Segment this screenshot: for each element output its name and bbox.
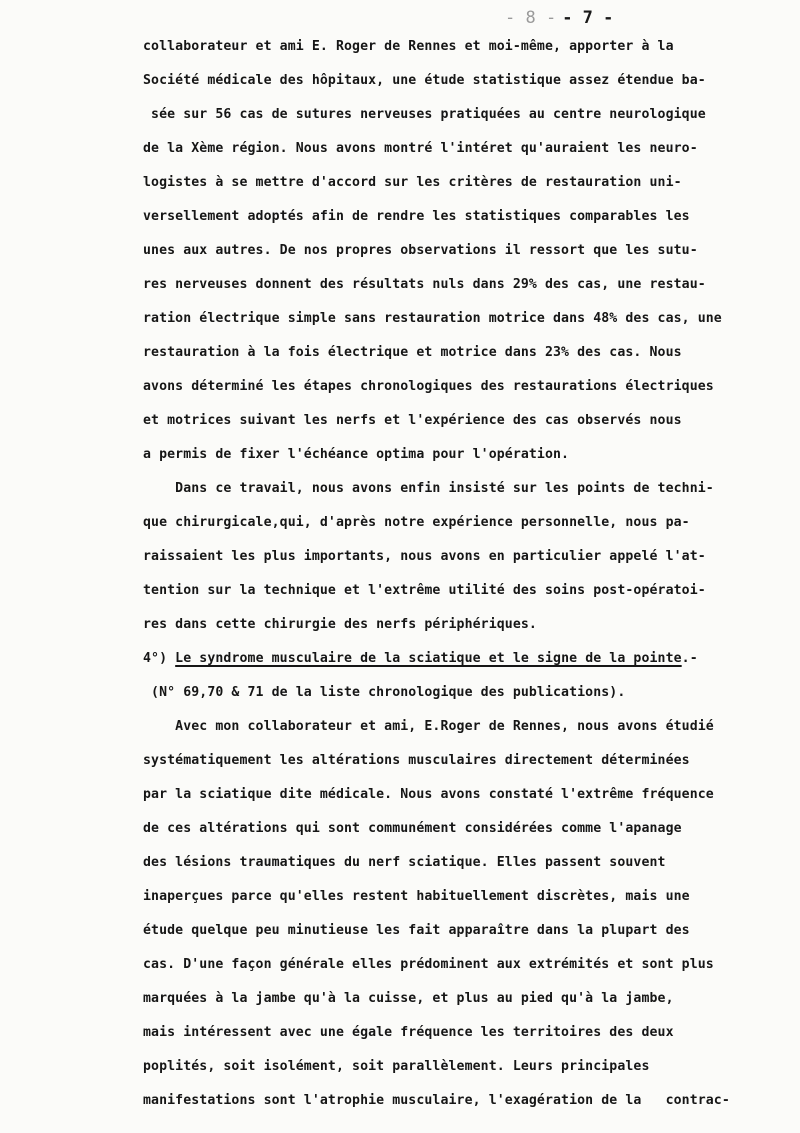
text-line: logistes à se mettre d'accord sur les critères de restauration uni- bbox=[143, 175, 682, 190]
section-heading: 4°) Le syndrome musculaire de la sciatique et le signe de la pointe.- bbox=[143, 651, 698, 666]
text-line: des lésions traumatiques du nerf sciatique. Elles passent souvent bbox=[143, 855, 666, 870]
text-line: res nerveuses donnent des résultats nuls dans 29% des cas, une restau- bbox=[143, 277, 706, 292]
page-number bbox=[505, 8, 613, 28]
text-line: cas. D'une façon générale elles prédominent aux extrémités et sont plus bbox=[143, 957, 714, 972]
text-line: restauration à la fois électrique et motrice dans 23% des cas. Nous bbox=[143, 345, 682, 360]
text-line: Dans ce travail, nous avons enfin insisté sur les points de techni- bbox=[143, 481, 714, 496]
text-line: res dans cette chirurgie des nerfs périphériques. bbox=[143, 617, 537, 632]
text-line: a permis de fixer l'échéance optima pour l'opération. bbox=[143, 447, 570, 462]
text-line: de ces altérations qui sont communément considérées comme l'apanage bbox=[143, 821, 682, 836]
text-line: manifestations sont l'atrophie musculaire, l'exagération de la contrac- bbox=[143, 1093, 730, 1108]
text-line: étude quelque peu minutieuse les fait apparaître dans la plupart des bbox=[143, 923, 690, 938]
text-line: systématiquement les altérations musculaires directement déterminées bbox=[143, 753, 690, 768]
body-text bbox=[143, 30, 793, 1118]
text-line: versellement adoptés afin de rendre les statistiques comparables les bbox=[143, 209, 690, 224]
text-line: sée sur 56 cas de sutures nerveuses pratiquées au centre neurologique bbox=[143, 107, 706, 122]
text-line: Avec mon collaborateur et ami, E.Roger de Rennes, nous avons étudié bbox=[143, 719, 714, 734]
text-line: marquées à la jambe qu'à la cuisse, et plus au pied qu'à la jambe, bbox=[143, 991, 674, 1006]
text-line: et motrices suivant les nerfs et l'expérience des cas observés nous bbox=[143, 413, 682, 428]
ghost-page-number: - 8 - bbox=[505, 8, 557, 28]
text-line: poplités, soit isolément, soit parallèlement. Leurs principales bbox=[143, 1059, 650, 1074]
text-line: raissaient les plus importants, nous avons en particulier appelé l'at- bbox=[143, 549, 706, 564]
text-line: de la Xème région. Nous avons montré l'intéret qu'auraient les neuro- bbox=[143, 141, 698, 156]
current-page-number: - 7 - bbox=[562, 8, 614, 28]
text-line: tention sur la technique et l'extrême utilité des soins post-opératoi- bbox=[143, 583, 706, 598]
text-line: par la sciatique dite médicale. Nous avons constaté l'extrême fréquence bbox=[143, 787, 714, 802]
text-line: Société médicale des hôpitaux, une étude statistique assez étendue ba- bbox=[143, 73, 706, 88]
text-line: collaborateur et ami E. Roger de Rennes et moi-même, apporter à la bbox=[143, 39, 674, 54]
text-line: (N° 69,70 & 71 de la liste chronologique des publications). bbox=[143, 685, 626, 700]
text-line: que chirurgicale,qui, d'après notre expérience personnelle, nous pa- bbox=[143, 515, 690, 530]
text-line: inaperçues parce qu'elles restent habituellement discrètes, mais une bbox=[143, 889, 690, 904]
section-title: Le syndrome musculaire de la sciatique et le signe de la pointe bbox=[175, 651, 682, 666]
text-line: mais intéressent avec une égale fréquence les territoires des deux bbox=[143, 1025, 674, 1040]
text-line: ration électrique simple sans restauration motrice dans 48% des cas, une bbox=[143, 311, 722, 326]
text-line: unes aux autres. De nos propres observations il ressort que les sutu- bbox=[143, 243, 698, 258]
text-line: avons déterminé les étapes chronologiques des restaurations électriques bbox=[143, 379, 714, 394]
